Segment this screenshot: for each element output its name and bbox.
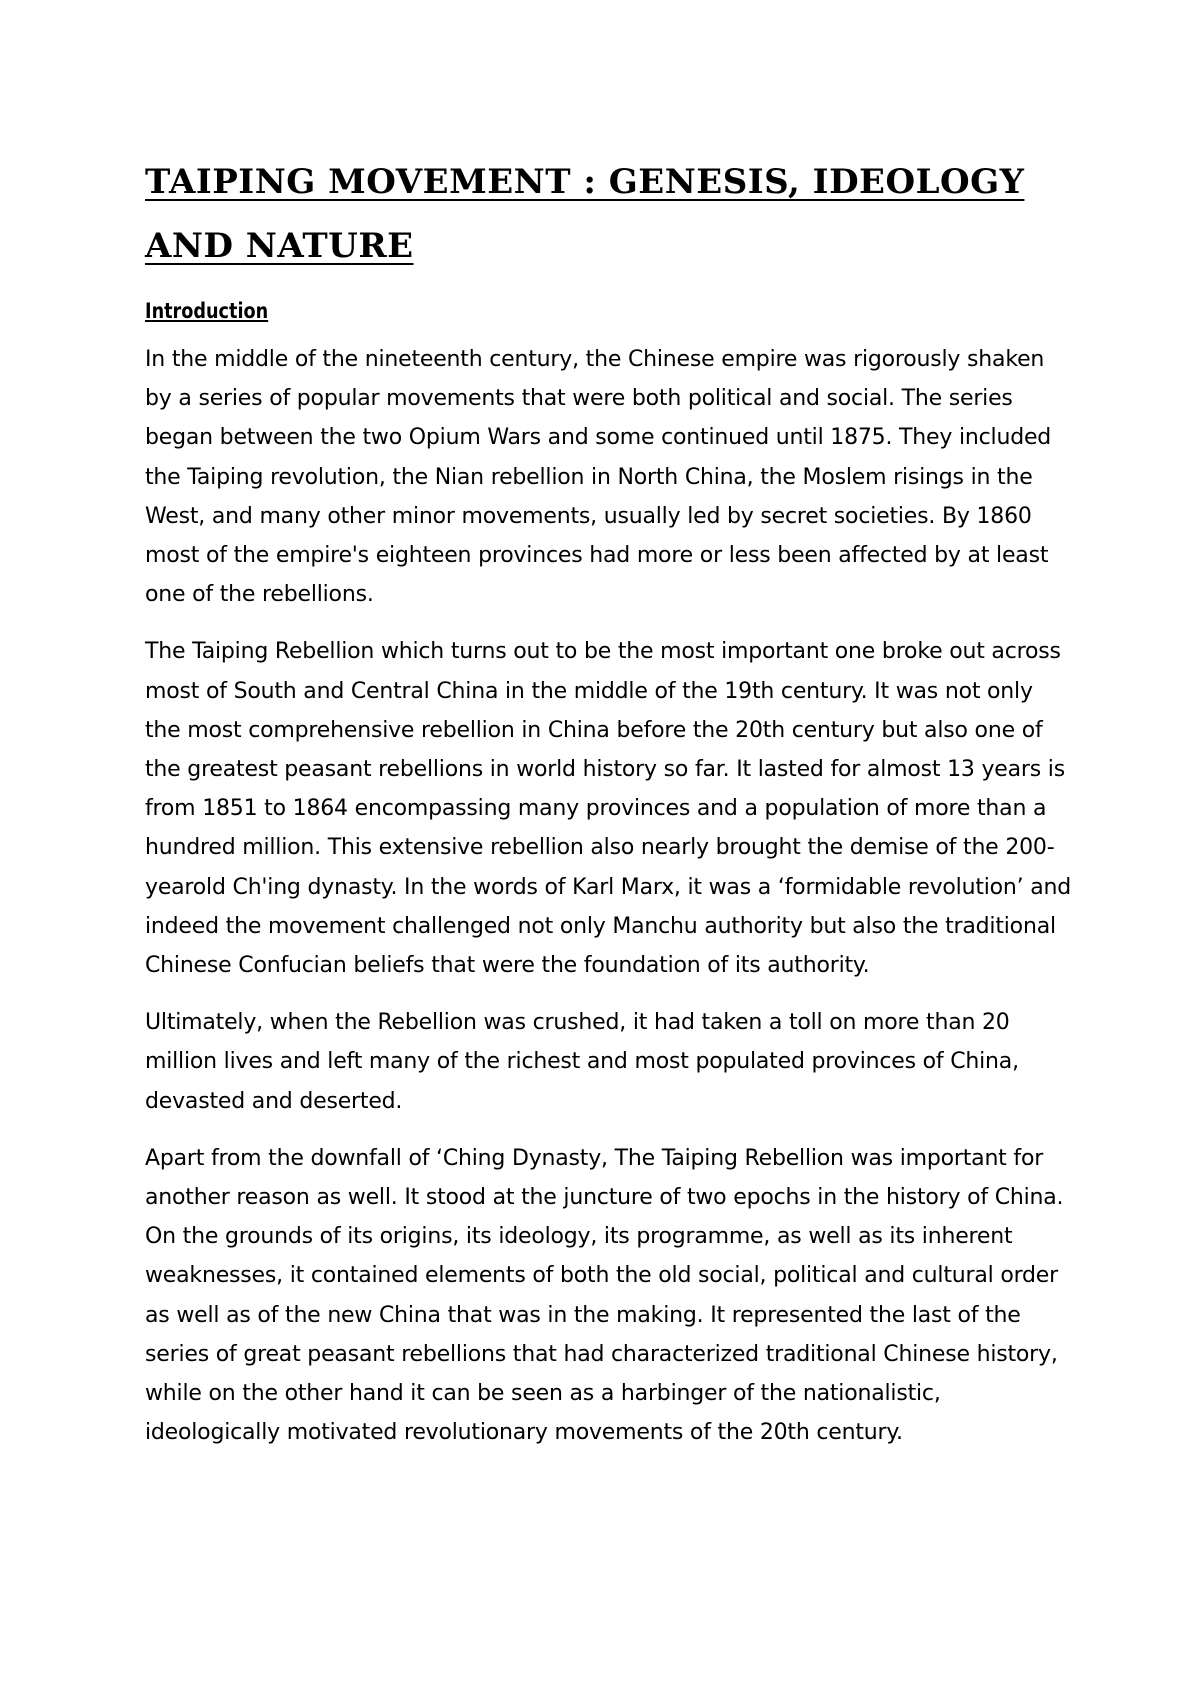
document-page [145,150,1075,1452]
section-heading-introduction: Introduction [145,299,269,323]
paragraph-2: The Taiping Rebellion which turns out to be the most important one broke out across most of South and Central China in the middle of the 19th century. It was not only the most comprehensive rebellion in China before the 20th century but also one of the greatest peasant rebellions in world history so far. It lasted for almost 13 years is from 1851 to 1864 encompassing many provinces and a population of more than a hundred million. This extensive rebellion also nearly brought the demise of the 200-yearold Ch'ing dynasty. In the words of Karl Marx, it was a ‘formidable revolution’ and indeed the movement challenged not only Manchu authority but also the traditional Chinese Confucian beliefs that were the foundation of its authority. [145,639,1072,979]
paragraph-1: In the middle of the nineteenth century, the Chinese empire was rigorously shaken by a series of popular movements that were both political and social. The series began between the two Opium Wars and some continued until 1875. They included the Taiping revolution, the Nian rebellion in North China, the Moslem risings in the West, and many other minor movements, usually led by secret societies. By 1860 most of the empire's eighteen provinces had more or less been affected by at least one of the rebellions. [145,347,1052,608]
paragraph-3: Ultimately, when the Rebellion was crushed, it had taken a toll on more than 20 million lives and left many of the richest and most populated provinces of China, devasted and deserted. [145,1010,1019,1114]
paragraph-4: Apart from the downfall of ‘Ching Dynasty, The Taiping Rebellion was important for another reason as well. It stood at the juncture of two epochs in the history of China. On the grounds of its origins, its ideology, its programme, as well as its inherent weaknesses, it contained elements of both the old social, political and cultural order as well as of the new China that was in the making. It represented the last of the series of great peasant rebellions that had characterized traditional Chinese history, while on the other hand it can be seen as a harbinger of the nationalistic, ideologically motivated revolutionary movements of the 20th century. [145,1145,1064,1446]
document-title: TAIPING MOVEMENT : GENESIS, IDEOLOGY AND NATURE [145,162,1025,266]
